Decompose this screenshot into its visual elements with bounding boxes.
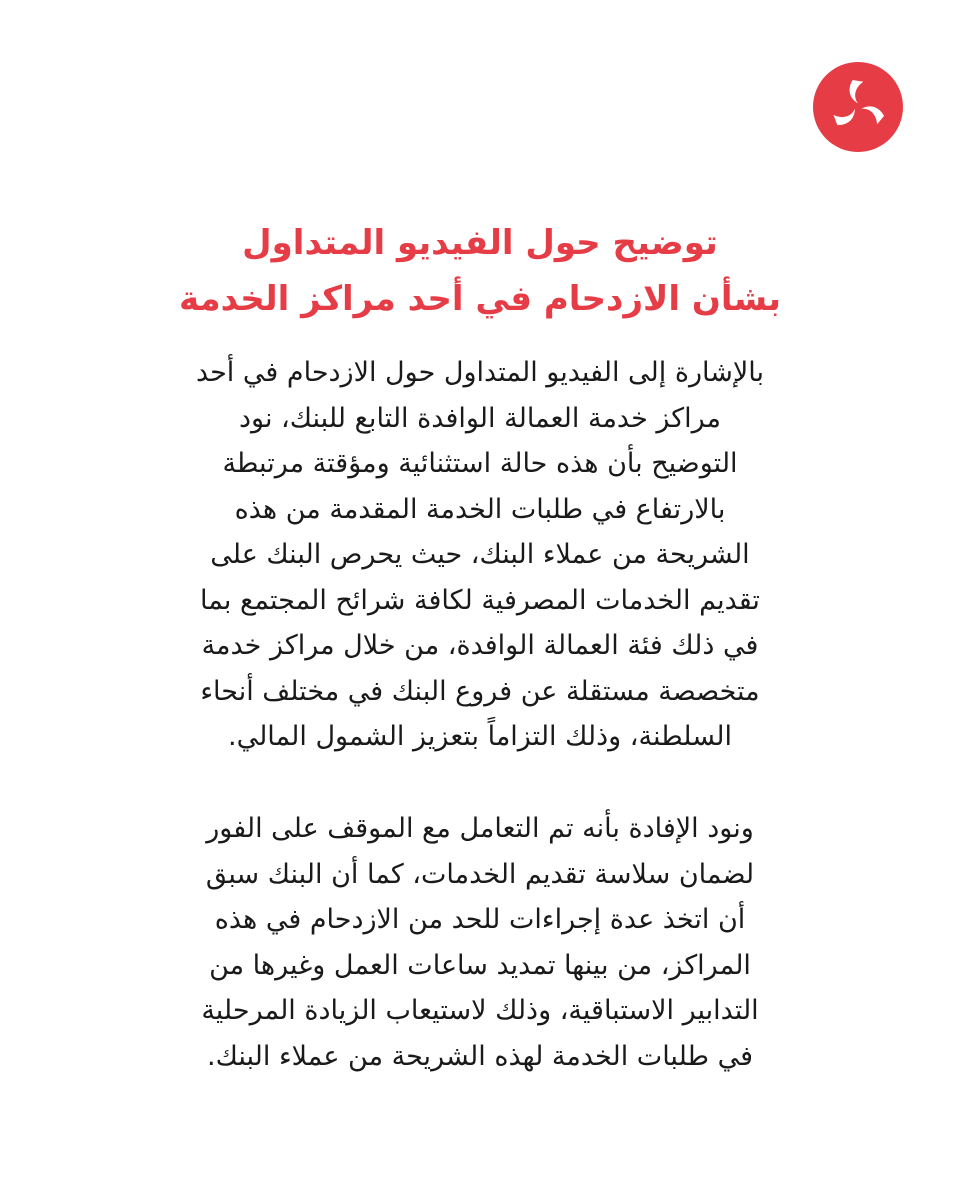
paragraph-line: في ذلك فئة العمالة الوافدة، من خلال مراكز خدمة [201,630,759,661]
paragraph-1 [110,350,850,760]
paragraph-line: التوضيح بأن هذه حالة استثنائية ومؤقتة مرتبطة [222,448,738,479]
page-title [120,215,840,327]
paragraph-line: في طلبات الخدمة لهذه الشريحة من عملاء البنك. [207,1040,753,1072]
paragraph-line: بالارتفاع في طلبات الخدمة المقدمة من هذه [234,493,726,525]
title-line: بشأن الازدحام في أحد مراكز الخدمة [179,279,781,319]
paragraph-line: المراكز، من بينها تمديد ساعات العمل وغيرها من [209,949,751,981]
paragraph-line: لضمان سلاسة تقديم الخدمات، كما أن البنك سبق [205,858,755,890]
paragraph-line: مراكز خدمة العمالة الوافدة التابع للبنك، نود [238,402,721,434]
bank-swirl-logo-icon [813,62,903,152]
paragraph-line: الشريحة من عملاء البنك، حيث يحرص البنك على [210,539,750,570]
paragraph-line: السلطنة، وذلك التزاماً بتعزيز الشمول المالي. [227,721,733,752]
paragraph-line: التدابير الاستباقية، وذلك لاستيعاب الزيادة المرحلية [201,995,759,1026]
paragraph-line: تقديم الخدمات المصرفية لكافة شرائح المجتمع بما [200,584,760,616]
title-line: توضيح حول الفيديو المتداول [242,223,718,263]
paragraph-line: بالإشارة إلى الفيديو المتداول حول الازدحام في أحد [195,357,765,388]
paragraph-2 [110,806,850,1079]
paragraph-line: ونود الإفادة بأنه تم التعامل مع الموقف على الفور [206,813,754,844]
paragraph-line: متخصصة مستقلة عن فروع البنك في مختلف أنحاء [200,675,760,707]
paragraph-line: أن اتخذ عدة إجراءات للحد من الازدحام في هذه [214,904,746,935]
